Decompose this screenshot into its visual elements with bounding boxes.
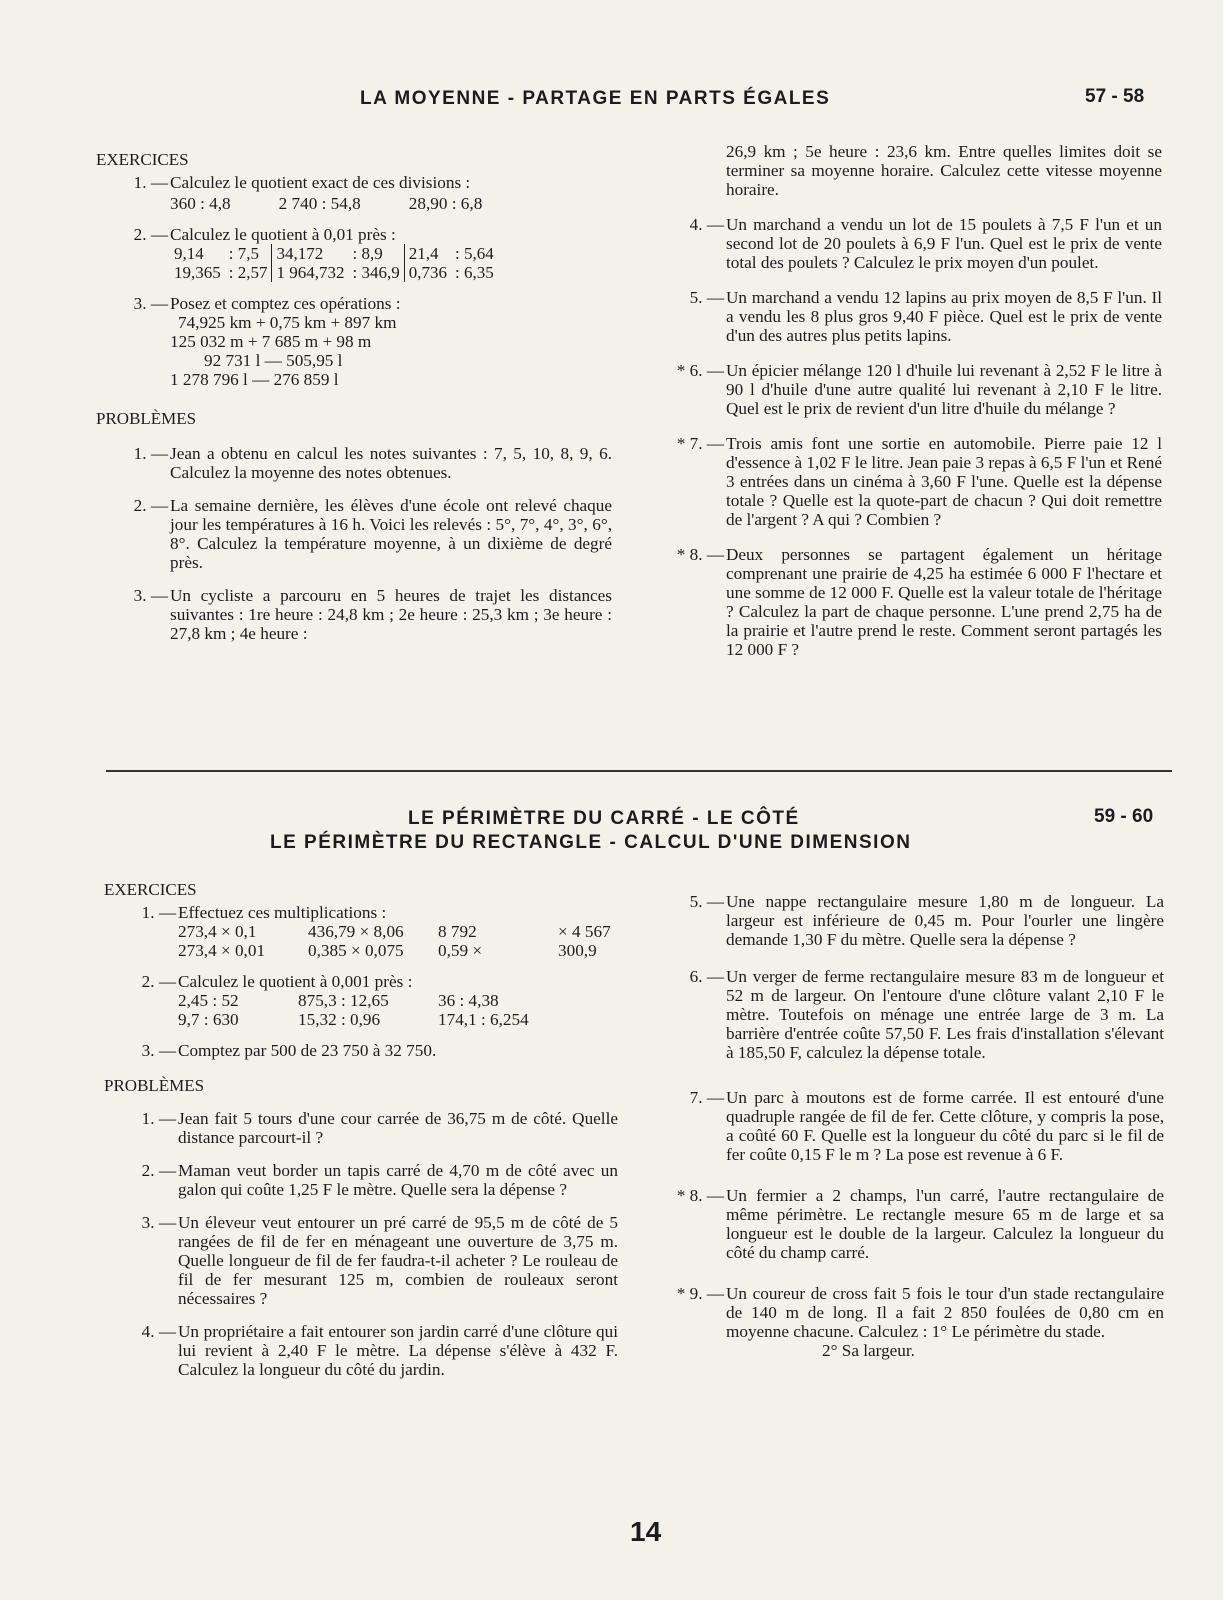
problem-4 bbox=[652, 215, 1162, 272]
item-number: * 6. — bbox=[676, 361, 724, 380]
problem-6 bbox=[652, 967, 1164, 1062]
item-text: Effectuez ces multiplications : bbox=[178, 903, 387, 922]
table-cell: 9,14 bbox=[174, 244, 204, 263]
table-cell: : 5,64 bbox=[454, 244, 494, 263]
section2-left-column bbox=[104, 880, 618, 1393]
problem-3-continuation bbox=[652, 142, 1162, 199]
item-text: Jean fait 5 tours d'une cour carrée de 36,75 m de côté. Quelle distance parcourt-il ? bbox=[178, 1109, 618, 1147]
problemes-label: PROBLÈMES bbox=[104, 1076, 205, 1095]
grid-cell: 436,79 × 8,06 bbox=[308, 922, 404, 941]
problemes-label: PROBLÈMES bbox=[96, 409, 197, 428]
item-number: 2. — bbox=[133, 225, 168, 244]
grid-cell: 15,32 : 0,96 bbox=[298, 1010, 381, 1029]
table-cell: : 2,57 bbox=[228, 263, 268, 282]
exercices-label: EXERCICES bbox=[96, 150, 189, 169]
item-text: Un verger de ferme rectangulaire mesure 83 m de longueur et 52 m de largeur. On l'entoure d'une clôture valant 2,10 F le mètre. Toutefois on ménage une entrée large de 3 m. La barrière d'entrée coûte 57,50 F. Les frais d'installation s'élevant à 185,50 F, calculez la dépense totale. bbox=[726, 967, 1164, 1062]
item-text: Jean a obtenu en calcul les notes suivantes : 7, 5, 10, 8, 9, 6. Calculez la moyenne des notes obtenues. bbox=[170, 444, 612, 482]
item-number: 2. — bbox=[141, 1161, 176, 1180]
item-text: Posez et comptez ces opérations : bbox=[170, 294, 401, 313]
grid-cell: 875,3 : 12,65 bbox=[298, 991, 389, 1010]
item-text: Maman veut border un tapis carré de 4,70 m de côté avec un galon qui coûte 1,25 F le mètre. Quelle sera la dépense ? bbox=[178, 1161, 618, 1199]
division-value: 28,90 : 6,8 bbox=[408, 194, 483, 213]
item-text: Un propriétaire a fait entourer son jardin carré d'une clôture qui lui revient à 2,40 F le mètre. La dépense s'élève à 432 F. Calculez la longueur du côté du jardin. bbox=[178, 1322, 618, 1379]
section2-pages: 59 - 60 bbox=[1094, 806, 1154, 827]
section1-title: LA MOYENNE - PARTAGE EN PARTS ÉGALES bbox=[360, 88, 831, 109]
grid-cell: 36 : 4,38 bbox=[438, 991, 499, 1010]
item-number: 3. — bbox=[133, 294, 168, 313]
item-text-extra: 2° Sa largeur. bbox=[822, 1341, 915, 1360]
table-cell: 1 964,732 bbox=[272, 263, 349, 282]
item-number: 6. — bbox=[689, 967, 724, 986]
item-number: 4. — bbox=[141, 1322, 176, 1341]
exercise-3 bbox=[104, 1041, 618, 1060]
problem-7 bbox=[652, 434, 1162, 529]
grid-cell: 0,385 × 0,075 bbox=[308, 941, 404, 960]
table-cell: 0,736 bbox=[404, 263, 451, 282]
grid-cell: 300,9 bbox=[558, 941, 597, 960]
item-number: 1. — bbox=[133, 444, 168, 463]
grid-cell: 9,7 : 630 bbox=[178, 1010, 239, 1029]
exercise-2 bbox=[104, 972, 618, 1029]
grid-cell: 174,1 : 6,254 bbox=[438, 1010, 529, 1029]
item-number: 3. — bbox=[141, 1213, 176, 1232]
item-text: 26,9 km ; 5e heure : 23,6 km. Entre quelles limites doit se terminer sa moyenne horaire. Calculez cette vitesse moyenne horaire. bbox=[726, 142, 1162, 199]
table-cell: 34,172 bbox=[272, 244, 349, 263]
grid-cell: 273,4 × 0,1 bbox=[178, 922, 257, 941]
exercise-1 bbox=[104, 903, 618, 960]
item-text: Calculez le quotient exact de ces divisions : bbox=[170, 173, 471, 192]
multiplication-grid bbox=[178, 922, 618, 960]
item-text: Calculez le quotient à 0,001 près : bbox=[178, 972, 413, 991]
grid-cell: × 4 567 bbox=[558, 922, 611, 941]
section2-title-line2: LE PÉRIMÈTRE DU RECTANGLE - CALCUL D'UNE DIMENSION bbox=[270, 832, 912, 853]
section-divider bbox=[106, 770, 1172, 772]
item-text: Un épicier mélange 120 l d'huile lui revenant à 2,52 F le litre à 90 l d'huile d'une autre qualité lui revenant à 2,10 F le litre. Quel est le prix de revient d'un litre d'huile du mélange ? bbox=[726, 361, 1162, 418]
item-text: Une nappe rectangulaire mesure 1,80 m de longueur. La largeur est inférieure de 0,45 m. Pour l'ourler une lingère demande 1,30 F du mètre. Quelle sera la dépense ? bbox=[726, 892, 1164, 949]
quotient-table bbox=[170, 244, 498, 282]
table-cell: : 8,9 bbox=[352, 244, 383, 263]
item-number: 5. — bbox=[689, 892, 724, 911]
section2-right-column bbox=[652, 892, 1164, 1374]
division-value: 2 740 : 54,8 bbox=[278, 194, 361, 213]
problem-7 bbox=[652, 1088, 1164, 1164]
problem-8 bbox=[652, 545, 1162, 659]
problem-6 bbox=[652, 361, 1162, 418]
item-text: Trois amis font une sortie en automobile. Pierre paie 12 l d'essence à 1,02 F le litre. Jean paie 3 repas à 6,5 F l'un et René 3 entrées dans un cinéma à 3,60 F l'une. Quelle est la dépense totale ? Quelle est la quote-part de chacun ? Qui doit remettre de l'argent ? A qui ? Combien ? bbox=[726, 434, 1162, 529]
item-number: 7. — bbox=[689, 1088, 724, 1107]
problem-5 bbox=[652, 288, 1162, 345]
problem-3 bbox=[104, 1213, 618, 1308]
problem-2 bbox=[104, 1161, 618, 1199]
item-number: * 9. — bbox=[676, 1284, 724, 1303]
problem-2 bbox=[96, 496, 612, 572]
table-cell: : 346,9 bbox=[352, 263, 400, 282]
problem-1 bbox=[104, 1109, 618, 1147]
section2-title-line1: LE PÉRIMÈTRE DU CARRÉ - LE CÔTÉ bbox=[408, 808, 800, 829]
item-number: * 7. — bbox=[676, 434, 724, 453]
item-number: 3. — bbox=[133, 586, 168, 605]
item-number: 2. — bbox=[133, 496, 168, 515]
item-number: * 8. — bbox=[676, 545, 724, 564]
exercise-3 bbox=[96, 294, 612, 389]
section1-pages: 57 - 58 bbox=[1085, 86, 1145, 107]
item-text: Un marchand a vendu 12 lapins au prix moyen de 8,5 F l'un. Il a vendu les 8 plus gros 9,40 F pièce. Quel est le prix de vente d'un des autres plus petits lapins. bbox=[726, 288, 1162, 345]
grid-cell: 2,45 : 52 bbox=[178, 991, 239, 1010]
operation-line: 74,925 km + 0,75 km + 897 km bbox=[178, 313, 397, 332]
item-text: La semaine dernière, les élèves d'une école ont relevé chaque jour les températures à 16 h. Voici les relevés : 5°, 7°, 4°, 3°, 6°, 8°. Calculez la température moyenne, à un dixième de degré près. bbox=[170, 496, 612, 572]
grid-cell: 273,4 × 0,01 bbox=[178, 941, 266, 960]
item-number: 1. — bbox=[133, 173, 168, 192]
item-text: Deux personnes se partagent également un héritage comprenant une prairie de 4,25 ha estimée 6 000 F l'hectare et une somme de 12 000 F. Quelle est la valeur totale de l'héritage ? Calculez la part de chaque personne. L'une prend 2,75 ha de la prairie et l'autre prend le reste. Comment seront partagés les 12 000 F ? bbox=[726, 545, 1162, 659]
page-number: 14 bbox=[630, 1516, 662, 1547]
item-text: Un coureur de cross fait 5 fois le tour d'un stade rectangulaire de 140 m de long. Il a fait 2 850 foulées de 0,80 cm en moyenne chacune. Calculez : 1° Le périmètre du stade. bbox=[726, 1284, 1164, 1341]
item-text: Calculez le quotient à 0,01 près : bbox=[170, 225, 396, 244]
table-cell: 21,4 bbox=[404, 244, 451, 263]
item-text: Un parc à moutons est de forme carrée. Il est entouré d'une quadruple rangée de fil de fer. Cette clôture, y compris la pose, a coûté 60 F. Quelle est la longueur du côté du parc si le fil de fer coûte 0,15 F le m ? La pose est revenue à 6 F. bbox=[726, 1088, 1164, 1164]
operation-line: 125 032 m + 7 685 m + 98 m bbox=[170, 332, 372, 351]
item-number: 5. — bbox=[689, 288, 724, 307]
item-number: 3. — bbox=[141, 1041, 176, 1060]
item-number: 2. — bbox=[141, 972, 176, 991]
table-cell: : 7,5 bbox=[228, 244, 259, 263]
section1-right-column bbox=[652, 142, 1162, 673]
operation-line: 92 731 l — 505,95 l bbox=[204, 351, 343, 370]
problem-3 bbox=[96, 586, 612, 643]
table-cell: 19,365 bbox=[174, 263, 221, 282]
operation-line: 1 278 796 l — 276 859 l bbox=[170, 370, 339, 389]
exercise-1 bbox=[96, 173, 612, 213]
item-number: 1. — bbox=[141, 903, 176, 922]
item-text: Un marchand a vendu un lot de 15 poulets à 7,5 F l'un et un second lot de 20 poulets à 6,9 F l'un. Quel est le prix de vente total des poulets ? Calculez le prix moyen d'un poulet. bbox=[726, 215, 1162, 272]
item-text: Un éleveur veut entourer un pré carré de 95,5 m de côté de 5 rangées de fil de fer en ménageant une ouverture de 3,75 m. Quelle longueur de fil de fer faudra-t-il acheter ? Le rouleau de fil de fer mesurant 125 m, combien de rouleaux seront nécessaires ? bbox=[178, 1213, 618, 1308]
division-value: 360 : 4,8 bbox=[170, 194, 231, 213]
problem-8 bbox=[652, 1186, 1164, 1262]
quotient-grid bbox=[178, 991, 618, 1029]
section1-left-column bbox=[96, 150, 612, 657]
exercices-label: EXERCICES bbox=[104, 880, 197, 899]
problem-9 bbox=[652, 1284, 1164, 1360]
problem-4 bbox=[104, 1322, 618, 1379]
exercise-2 bbox=[96, 225, 612, 282]
problem-5 bbox=[652, 892, 1164, 949]
item-number: * 8. — bbox=[676, 1186, 724, 1205]
item-text: Un fermier a 2 champs, l'un carré, l'autre rectangulaire de même périmètre. Le rectangle mesure 65 m de large et sa longueur est le double de la largeur. Calculez la longueur du côté du champ carré. bbox=[726, 1186, 1164, 1262]
item-text: Comptez par 500 de 23 750 à 32 750. bbox=[178, 1041, 437, 1060]
item-number: 4. — bbox=[689, 215, 724, 234]
grid-cell: 0,59 × bbox=[438, 941, 483, 960]
table-cell: : 6,35 bbox=[454, 263, 494, 282]
grid-cell: 8 792 bbox=[438, 922, 477, 941]
problem-1 bbox=[96, 444, 612, 482]
item-number: 1. — bbox=[141, 1109, 176, 1128]
item-text: Un cycliste a parcouru en 5 heures de trajet les distances suivantes : 1re heure : 24,8 km ; 2e heure : 25,3 km ; 3e heure : 27,8 km ; 4e heure : bbox=[170, 586, 612, 643]
